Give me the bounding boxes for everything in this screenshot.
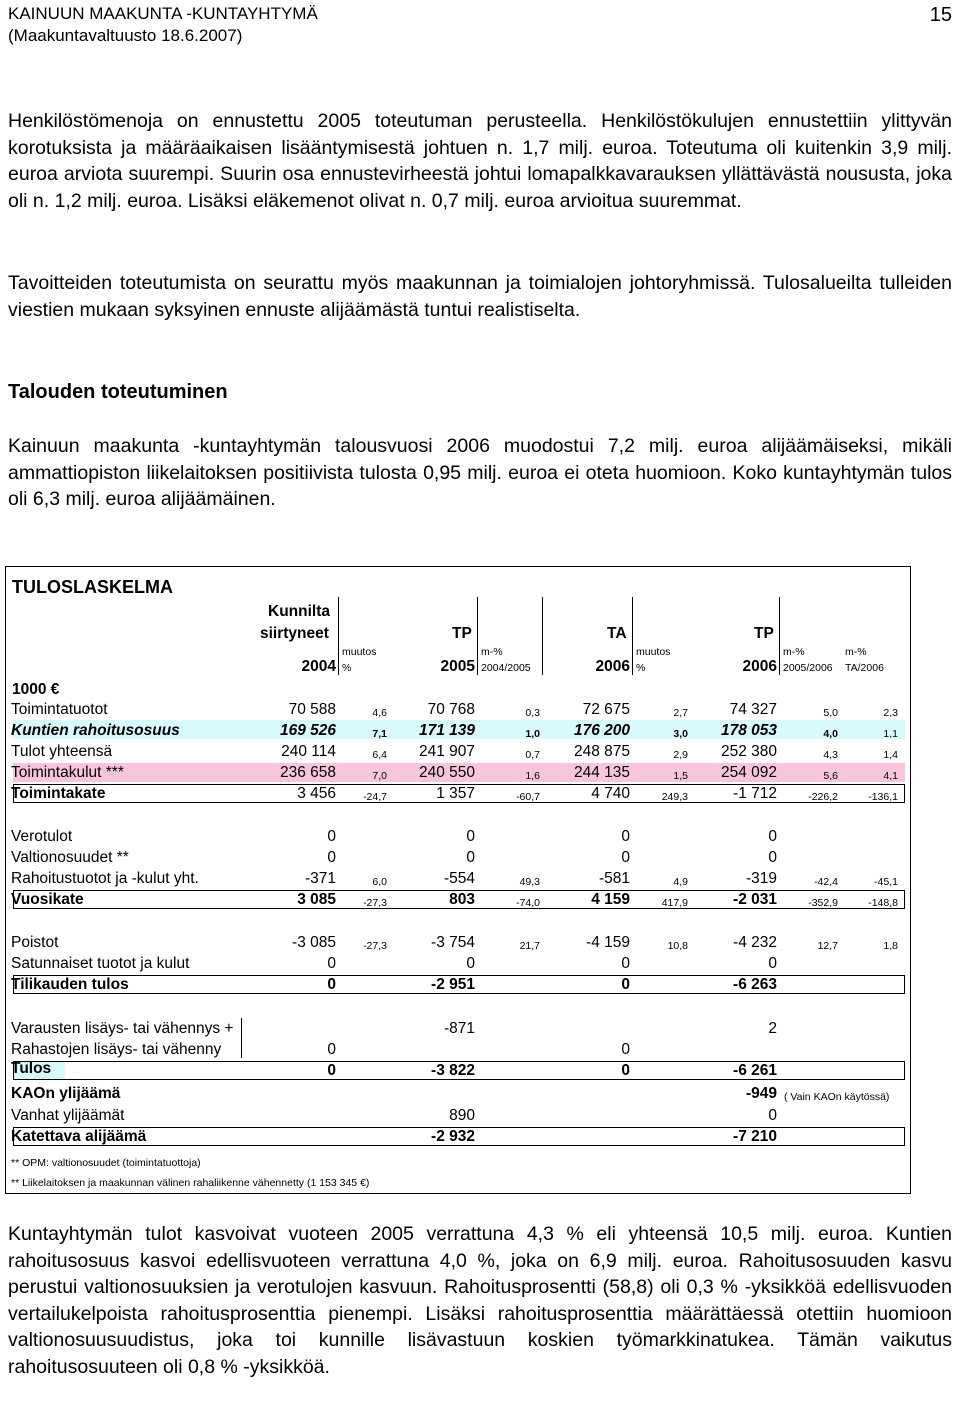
meeting-info: (Maakuntavaltuusto 18.6.2007) — [8, 26, 243, 45]
cell-change-pct: 1,6 — [525, 770, 540, 782]
col-header-muutos-1: muutos — [342, 646, 377, 658]
cell-2005: 0 — [466, 955, 475, 972]
cell-change-pct: 0,7 — [525, 749, 540, 761]
cell-ta-2006: 0 — [621, 976, 630, 993]
col-header-ta-2006: TA — [607, 625, 627, 642]
col-header-mpct-1: m-% — [481, 646, 503, 658]
cell-2004: 240 114 — [281, 743, 336, 760]
cell-change-pct: -352,9 — [808, 897, 838, 909]
cell-change-pct: 6,0 — [372, 876, 387, 888]
row-label: Varausten lisäys- tai vähennys + — [11, 1020, 234, 1037]
cell-tp-2006: -1 712 — [733, 785, 777, 802]
cell-ta-2006: 72 675 — [582, 701, 630, 718]
cell-change-pct: 4,1 — [883, 770, 898, 782]
cell-2004: 0 — [327, 849, 336, 866]
page-number: 15 — [929, 4, 952, 26]
header-divider — [338, 597, 339, 675]
cell-ta-2006: 0 — [621, 849, 630, 866]
row-label: Katettava alijäämä — [11, 1128, 147, 1145]
row-label: Satunnaiset tuotot ja kulut — [11, 955, 190, 972]
cell-tp-2006: 252 380 — [720, 743, 777, 760]
cell-2005: -3 822 — [431, 1062, 475, 1079]
col-header-2006-ta: 2006 — [595, 658, 630, 675]
cell-2005: -3 754 — [431, 934, 475, 951]
cell-2005: -2 932 — [431, 1128, 475, 1145]
cell-change-pct: 7,1 — [372, 728, 387, 740]
cell-change-pct: -42,4 — [814, 876, 838, 888]
cell-change-pct: 4,9 — [673, 876, 688, 888]
cell-change-pct: 1,4 — [883, 749, 898, 761]
cell-note: ( Vain KAOn käytössä) — [784, 1091, 890, 1103]
cell-ta-2006: 0 — [621, 955, 630, 972]
cell-tp-2006: -6 261 — [733, 1062, 777, 1079]
cell-2004: 169 526 — [279, 722, 336, 739]
cell-change-pct: -226,2 — [808, 791, 838, 803]
cell-change-pct: -27,3 — [363, 940, 387, 952]
row-label: Rahoitustuotot ja -kulut yht. — [11, 870, 199, 887]
cell-change-pct: 21,7 — [519, 940, 540, 952]
cell-2004: 70 588 — [288, 701, 336, 718]
col-header-2004: 2004 — [301, 658, 336, 675]
cell-ta-2006: -4 159 — [586, 934, 630, 951]
paragraph-staff-costs: Henkilöstömenoja on ennustettu 2005 toteutuman perusteella. Henkilöstökulujen ennustettiin ylittyvän korotuksista ja määräaikaisen lisääntymisestä johtuen n. 1,7 milj. euroa. Toteutuma oli kuitenkin 3,9 milj. euroa arviota suurempi. Suurin osa ennustevirheestä johtui lomapalkkavarauksen yllättävästä noususta, joka oli n. 1,2 milj. euroa. Lisäksi eläkemenot olivat n. 0,7 milj. euroa arvioitua suuremmat. — [8, 110, 952, 212]
cell-ta-2006: 4 740 — [591, 785, 630, 802]
cell-2004: -3 085 — [292, 934, 336, 951]
cell-change-pct: 4,6 — [372, 707, 387, 719]
header-divider — [477, 597, 478, 675]
cell-2004: 3 456 — [297, 785, 336, 802]
cell-2004: 0 — [327, 1041, 336, 1058]
cell-tp-2006: -319 — [745, 870, 777, 887]
cell-tp-2006: 254 092 — [720, 764, 777, 781]
col-header-siirtyneet: siirtyneet — [260, 625, 329, 642]
col-header-mpct-2: m-% — [783, 646, 805, 658]
cell-ta-2006: 0 — [621, 1062, 630, 1079]
cell-change-pct: -136,1 — [868, 791, 898, 803]
cell-2005: 240 550 — [418, 764, 475, 781]
cell-2004: 0 — [327, 955, 336, 972]
cell-change-pct: 1,0 — [525, 728, 540, 740]
row-label: Poistot — [11, 934, 59, 951]
cell-2004: 3 085 — [297, 891, 336, 908]
header-divider — [542, 597, 543, 675]
cell-2005: 890 — [449, 1107, 475, 1124]
cell-ta-2006: 0 — [621, 828, 630, 845]
row-label: Vuosikate — [11, 891, 84, 908]
cell-change-pct: 4,3 — [823, 749, 838, 761]
col-header-tp-2006: TP — [754, 625, 774, 642]
cell-tp-2006: -4 232 — [733, 934, 777, 951]
col-header-tp-2005: TP — [452, 625, 472, 642]
paragraph-income-growth: Kuntayhtymän tulot kasvoivat vuoteen 2005 verrattuna 4,3 % eli yhteensä 10,5 milj. euroa. Kuntien rahoitusosuus kasvoi edellisvuoteen verrattuna 4,0 %, joka on 6,9 milj. euroa. Rahoitusosuuden kasvu perustui valtionosuuksien ja verotulojen kasvuun. Rahoitusprosentti (58,8) oli 0,3 % -yksikköä edellisvuoden vertailukelpoista rahoitusprosenttia pienempi. Lisäksi rahoitusprosenttia määrättäessä otettiin huomioon valtionosuusuudistus, joka toi kunnille lisävastuun koskien työmarkkinatukea. Tämän vaikutus rahoitusosuuteen oli 0,8 % -yksikköä. — [8, 1223, 952, 1378]
row-label: KAOn ylijäämä — [11, 1085, 121, 1102]
table-title: TULOSLASKELMA — [12, 577, 173, 597]
cell-tp-2006: -949 — [745, 1085, 777, 1102]
cell-change-pct: 2,7 — [673, 707, 688, 719]
cell-change-pct: 0,3 — [525, 707, 540, 719]
col-header-pct-2: % — [636, 662, 646, 674]
cell-change-pct: 3,0 — [673, 728, 688, 740]
row-label: Valtionosuudet ** — [11, 849, 129, 866]
cell-2004: -371 — [304, 870, 336, 887]
cell-change-pct: 417,9 — [661, 897, 688, 909]
cell-2005: 241 907 — [418, 743, 475, 760]
document-header — [8, 3, 318, 47]
paragraph-goals: Tavoitteiden toteutumista on seurattu myös maakunnan ja toimialojen johtoryhmissä. Tulosalueilta tulleiden viestien mukaan syksyinen ennuste alijäämästä tuntui realistiselta. — [8, 272, 952, 321]
cell-tp-2006: 0 — [768, 849, 777, 866]
cell-change-pct: -74,0 — [516, 897, 540, 909]
cell-change-pct: 2,9 — [673, 749, 688, 761]
col-header-2005: 2005 — [440, 658, 475, 675]
cell-change-pct: 10,8 — [667, 940, 688, 952]
row-label: Vanhat ylijäämät — [11, 1107, 125, 1124]
cell-change-pct: 4,0 — [823, 728, 838, 740]
cell-2004: 0 — [327, 1062, 336, 1079]
row-label: Tulot yhteensä — [11, 743, 113, 760]
col-header-mpct-3-sub: TA/2006 — [845, 662, 884, 674]
row-label: Tulos — [11, 1060, 52, 1077]
cell-change-pct: 5,6 — [823, 770, 838, 782]
header-divider — [779, 597, 780, 675]
footnote: ** OPM: valtionosuudet (toimintatuottoja) — [11, 1157, 201, 1169]
cell-change-pct: 1,1 — [883, 728, 898, 740]
cell-2005: -2 951 — [431, 976, 475, 993]
cell-change-pct: 1,5 — [673, 770, 688, 782]
col-header-pct-1: % — [342, 662, 352, 674]
cell-2005: 70 768 — [427, 701, 475, 718]
cell-change-pct: 249,3 — [661, 791, 688, 803]
cell-tp-2006: 0 — [768, 955, 777, 972]
footnote: ** Liikelaitoksen ja maakunnan välinen rahaliikenne vähennetty (1 153 345 €) — [11, 1177, 370, 1189]
cell-2005: -554 — [443, 870, 475, 887]
cell-2004: 236 658 — [279, 764, 336, 781]
cell-tp-2006: -2 031 — [733, 891, 777, 908]
cell-ta-2006: 4 159 — [591, 891, 630, 908]
col-header-mpct-3: m-% — [845, 646, 867, 658]
row-label: Toimintakulut *** — [11, 764, 124, 781]
col-header-kunnilta: Kunnilta — [268, 603, 330, 620]
cell-change-pct: 5,0 — [823, 707, 838, 719]
cell-change-pct: -60,7 — [516, 791, 540, 803]
income-statement-table — [5, 566, 911, 1194]
row-label: Toimintatuotot — [11, 701, 108, 718]
col-header-2006-tp: 2006 — [742, 658, 777, 675]
cell-2004: 0 — [327, 976, 336, 993]
cell-tp-2006: 74 327 — [729, 701, 777, 718]
cell-tp-2006: -6 263 — [733, 976, 777, 993]
row-label: Tilikauden tulos — [11, 976, 129, 993]
cell-tp-2006: 0 — [768, 1107, 777, 1124]
cell-ta-2006: 248 875 — [573, 743, 630, 760]
cell-2005: 803 — [449, 891, 475, 908]
cell-2005: 0 — [466, 828, 475, 845]
cell-change-pct: -27,3 — [363, 897, 387, 909]
section-heading: Talouden toteutuminen — [8, 381, 228, 403]
cell-tp-2006: 2 — [768, 1020, 777, 1037]
cell-ta-2006: 0 — [621, 1041, 630, 1058]
org-name: KAINUUN MAAKUNTA -KUNTAYHTYMÄ — [8, 4, 318, 23]
cell-tp-2006: 0 — [768, 828, 777, 845]
cell-change-pct: 6,4 — [372, 749, 387, 761]
row-label: Rahastojen lisäys- tai vähenny — [11, 1041, 222, 1058]
cell-ta-2006: 176 200 — [573, 722, 630, 739]
cell-change-pct: -148,8 — [868, 897, 898, 909]
cell-2005: -871 — [443, 1020, 475, 1037]
cell-change-pct: -45,1 — [874, 876, 898, 888]
cell-ta-2006: 244 135 — [573, 764, 630, 781]
col-header-muutos-2: muutos — [636, 646, 671, 658]
cell-change-pct: 2,3 — [883, 707, 898, 719]
cell-tp-2006: 178 053 — [720, 722, 777, 739]
cell-change-pct: 7,0 — [372, 770, 387, 782]
cell-2005: 1 357 — [436, 785, 475, 802]
col-header-mpct-1-sub: 2004/2005 — [481, 662, 531, 674]
row-label: Verotulot — [11, 828, 73, 845]
row-label: Toimintakate — [11, 785, 106, 802]
paragraph-economy: Kainuun maakunta -kuntayhtymän talousvuosi 2006 muodostui 7,2 milj. euroa alijäämäiseksi, mikäli ammattiopiston liikelaitoksen positiivista tulosta 0,95 milj. euroa ei oteta huomioon. Koko kuntayhtymän tulos oli 6,3 milj. euroa alijäämäinen. — [8, 435, 952, 510]
cell-2005: 0 — [466, 849, 475, 866]
cell-change-pct: 49,3 — [519, 876, 540, 888]
label-clip-line — [241, 1018, 242, 1058]
unit-label: 1000 € — [12, 681, 60, 698]
header-divider — [632, 597, 633, 675]
cell-2004: 0 — [327, 828, 336, 845]
cell-2005: 171 139 — [418, 722, 475, 739]
row-label: Kuntien rahoitusosuus — [11, 722, 180, 739]
cell-change-pct: -24,7 — [363, 791, 387, 803]
col-header-mpct-2-sub: 2005/2006 — [783, 662, 833, 674]
cell-tp-2006: -7 210 — [733, 1128, 777, 1145]
cell-change-pct: 12,7 — [817, 940, 838, 952]
cell-ta-2006: -581 — [598, 870, 630, 887]
cell-change-pct: 1,8 — [883, 940, 898, 952]
